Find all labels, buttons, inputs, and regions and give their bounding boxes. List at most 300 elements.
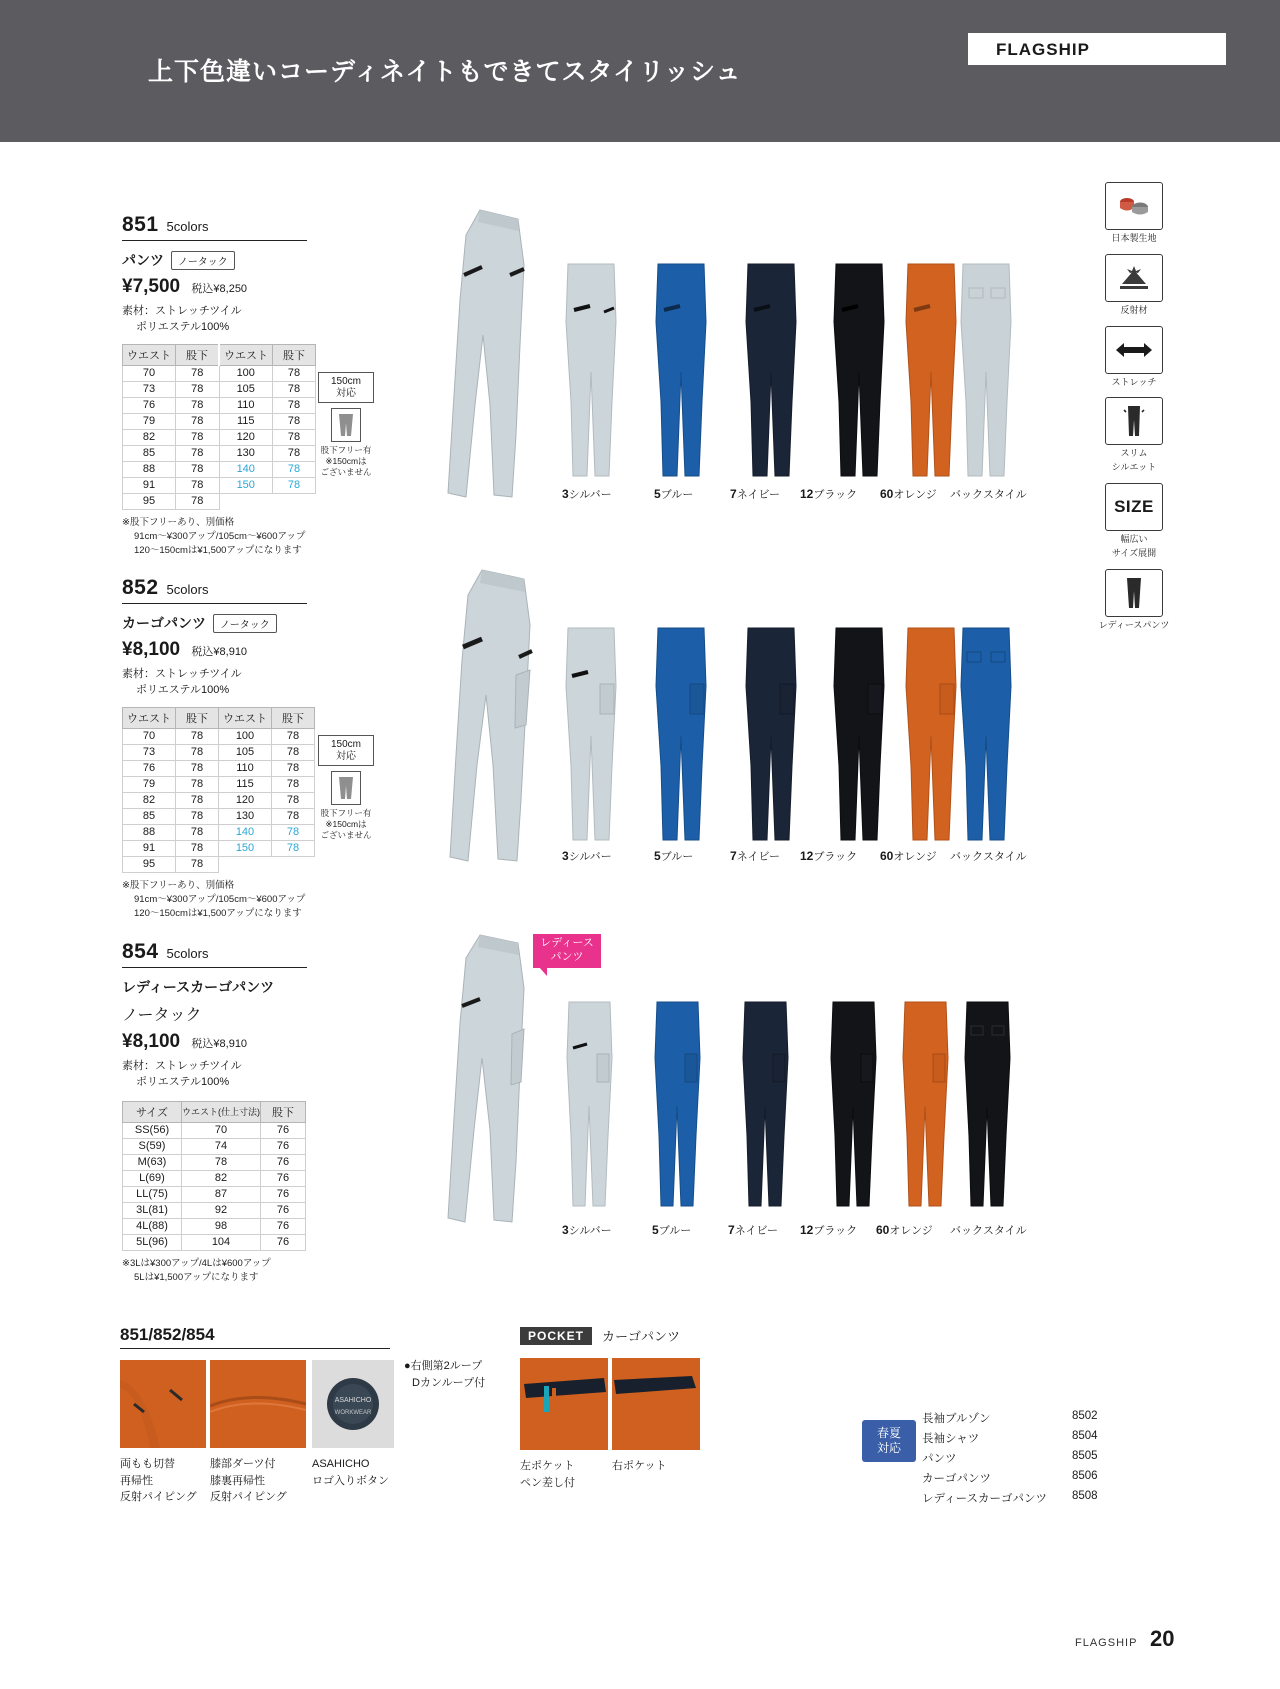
footer-label: FLAGSHIP — [1075, 1637, 1138, 1649]
cell: SS(56) — [123, 1122, 182, 1138]
table-row — [123, 381, 316, 397]
product-852-size-table — [122, 707, 315, 873]
cell: 73 — [123, 381, 176, 397]
detail-photo-1 — [210, 1360, 306, 1448]
cell: LL(75) — [123, 1186, 182, 1202]
cap-name: ブラック — [813, 851, 858, 863]
ladies-pants-icon — [1105, 569, 1163, 617]
product-851-material — [122, 304, 322, 336]
table-row — [123, 1186, 306, 1202]
table-row — [123, 461, 316, 477]
cap-name: ブルー — [660, 489, 694, 501]
product-854-main-photo — [420, 930, 560, 1230]
cap-name: バックスタイル — [950, 1225, 1027, 1237]
caption-852-0 — [562, 848, 612, 864]
product-854-material — [122, 1059, 332, 1091]
cell: 82 — [182, 1170, 261, 1186]
product-852-colors-count: 5colors — [166, 582, 209, 597]
product-852-color-0 — [560, 626, 622, 851]
badge-851-cm — [318, 372, 374, 403]
product-851-colors-count: 5colors — [166, 219, 209, 234]
cell: 87 — [182, 1186, 261, 1202]
cap-num: 5 — [654, 849, 661, 863]
product-852-main-photo — [420, 565, 560, 870]
pants-mini-icon — [331, 408, 361, 442]
cell: 115 — [219, 776, 272, 792]
cell: 95 — [123, 493, 176, 509]
related-name: レディースカーゴパンツ — [922, 1493, 1048, 1505]
spring-badge-line1: 春夏 — [876, 1426, 901, 1440]
cell: 91 — [123, 840, 176, 856]
cell: 76 — [123, 397, 176, 413]
ladies-badge-line1: レディース — [540, 937, 594, 950]
product-854-color-1 — [648, 1000, 706, 1217]
pocket-photo-0 — [520, 1358, 608, 1450]
product-852-color-4 — [900, 626, 962, 851]
product-854-name: レディースカーゴパンツ — [122, 979, 275, 995]
cell: 82 — [123, 429, 176, 445]
product-854-info — [122, 940, 332, 1285]
rail-item-ladies — [1098, 569, 1170, 631]
product-854-color-4 — [896, 1000, 954, 1217]
cell: 78 — [176, 744, 219, 760]
related-row — [922, 1450, 1132, 1466]
cell: 78 — [176, 397, 220, 413]
rail-label-slim-1: スリム — [1120, 448, 1148, 459]
caption-line: 反射パイピング — [210, 1491, 287, 1503]
product-854-price: ¥8,100 — [122, 1031, 181, 1052]
table-row — [123, 1218, 306, 1234]
cell: L(69) — [123, 1170, 182, 1186]
cell: 78 — [176, 429, 220, 445]
cell: 76 — [261, 1170, 306, 1186]
product-852-material — [122, 667, 322, 699]
cell: 78 — [272, 744, 315, 760]
cell: 78 — [176, 445, 220, 461]
cell: 79 — [123, 413, 176, 429]
table-row — [123, 776, 315, 792]
caption-line: ペン差し付 — [520, 1476, 575, 1489]
cap-name: ネイビー — [736, 489, 781, 501]
cell: 78 — [176, 365, 220, 381]
th-851-1: 股下 — [176, 344, 220, 365]
caption-854-2 — [728, 1222, 778, 1238]
cap-num: 60 — [876, 1223, 890, 1237]
cell: 79 — [123, 776, 176, 792]
cell: 70 — [123, 728, 176, 744]
product-852-color-2 — [740, 626, 802, 851]
cell: 78 — [273, 429, 316, 445]
product-852-code-row — [122, 576, 307, 604]
note-line-2: 91cm〜¥300アップ/105cm〜¥600アップ — [134, 531, 306, 543]
product-851-material-line2: ポリエステル100% — [136, 320, 230, 333]
badge-851-line2: 対応 — [336, 387, 356, 399]
cell: 78 — [176, 840, 219, 856]
detail-section-title: 851/852/854 — [120, 1325, 390, 1349]
caption-851-4 — [880, 486, 937, 502]
table-row — [123, 808, 315, 824]
badge-851-cap1: 股下フリー有 — [320, 445, 372, 455]
product-851-free-badge — [318, 372, 374, 478]
related-name: 長袖ブルゾン — [922, 1413, 991, 1425]
cell: 78 — [272, 824, 315, 840]
related-code: 8508 — [1072, 1490, 1098, 1502]
note-line-1: ※股下フリーあり、別価格 — [122, 879, 235, 891]
detail-photo-2 — [312, 1360, 394, 1448]
slim-silhouette-icon — [1105, 397, 1163, 445]
cell: 105 — [219, 381, 273, 397]
rail-label-size-2: サイズ展開 — [1111, 547, 1157, 558]
product-852-notes — [122, 879, 322, 922]
size-icon — [1105, 483, 1163, 531]
cell — [219, 856, 272, 872]
table-row — [123, 792, 315, 808]
fabric-roll-icon — [1105, 182, 1163, 230]
cell: 74 — [182, 1138, 261, 1154]
product-854-name-row — [122, 977, 332, 997]
detail-photo-0 — [120, 1360, 206, 1448]
detail-caption-1 — [210, 1456, 287, 1506]
cell: 130 — [219, 808, 272, 824]
cell: S(59) — [123, 1138, 182, 1154]
cell: 78 — [176, 728, 219, 744]
product-852-info — [122, 576, 322, 922]
product-852-price: ¥8,100 — [122, 639, 181, 660]
reflective-icon — [1105, 254, 1163, 302]
related-code: 8505 — [1072, 1450, 1098, 1462]
caption-852-4 — [880, 848, 937, 864]
rail-item-slim — [1098, 397, 1170, 473]
caption-852-5 — [950, 848, 1027, 864]
th-852-1: 股下 — [176, 707, 219, 728]
product-852-tax: 税込¥8,910 — [191, 646, 248, 658]
product-852-name: カーゴパンツ — [122, 615, 206, 631]
product-851-tag: ノータック — [171, 251, 235, 270]
flagship-tab — [968, 33, 1226, 65]
table-row — [123, 1122, 306, 1138]
cell: 98 — [182, 1218, 261, 1234]
product-851-color-5-back — [955, 262, 1017, 487]
table-row — [123, 477, 316, 493]
note-line-1: ※3Lは¥300アップ/4Lは¥600アップ — [122, 1257, 271, 1269]
cap-num: 7 — [730, 487, 737, 501]
table-row — [123, 1138, 306, 1154]
cap-num: 5 — [652, 1223, 659, 1237]
product-854-color-3 — [824, 1000, 882, 1217]
related-row — [922, 1430, 1132, 1446]
product-854-tag-row — [122, 1002, 332, 1025]
cell: 78 — [182, 1154, 261, 1170]
cell: 130 — [219, 445, 273, 461]
related-name: パンツ — [922, 1453, 957, 1465]
product-851-price: ¥7,500 — [122, 276, 181, 297]
note-line-2: 5Lは¥1,500アップになります — [134, 1272, 259, 1284]
pants-mini-icon — [331, 771, 361, 805]
table-row — [123, 744, 315, 760]
product-851-size-table — [122, 344, 316, 510]
cell: 85 — [123, 445, 176, 461]
product-852-material-line2: ポリエステル100% — [136, 683, 230, 696]
product-854-code-row — [122, 940, 307, 968]
caption-line: ASAHICHO — [312, 1458, 370, 1470]
cap-num: 3 — [562, 849, 569, 863]
product-851-color-3 — [828, 262, 890, 487]
product-851-code: 851 — [122, 213, 159, 236]
cell: 73 — [123, 744, 176, 760]
related-items-table — [922, 1410, 1132, 1510]
caption-852-1 — [654, 848, 693, 864]
badge-852-cap3: ございません — [320, 830, 372, 841]
caption-line: 左ポケット — [520, 1460, 575, 1472]
cell: 78 — [273, 397, 316, 413]
cell: 78 — [272, 760, 315, 776]
cell: 76 — [261, 1186, 306, 1202]
cell: 150 — [219, 477, 273, 493]
product-851-main-photo — [420, 205, 550, 505]
product-851-color-2 — [740, 262, 802, 487]
product-852-code: 852 — [122, 576, 159, 599]
svg-text:WORKWEAR: WORKWEAR — [334, 1410, 372, 1416]
cap-name: ネイビー — [734, 1225, 779, 1237]
th-852-0: ウエスト — [123, 707, 176, 728]
table-row — [123, 824, 315, 840]
cap-num: 12 — [800, 1223, 814, 1237]
cell: 76 — [261, 1138, 306, 1154]
cell: 78 — [176, 461, 220, 477]
cell: 76 — [261, 1122, 306, 1138]
cell: 88 — [123, 461, 176, 477]
product-854-color-0 — [560, 1000, 618, 1217]
cap-num: 7 — [730, 849, 737, 863]
cell — [272, 856, 315, 872]
th-851-3: 股下 — [273, 344, 316, 365]
related-row — [922, 1470, 1132, 1486]
caption-854-1 — [652, 1222, 691, 1238]
cell: 70 — [123, 365, 176, 381]
detail-caption-2 — [312, 1456, 389, 1489]
table-row — [123, 413, 316, 429]
caption-854-3 — [800, 1222, 857, 1238]
th-852-2: ウエスト — [219, 707, 272, 728]
cell: 78 — [176, 760, 219, 776]
product-854-material-line2: ポリエステル100% — [136, 1075, 230, 1088]
cell: 78 — [272, 776, 315, 792]
caption-851-5 — [950, 486, 1027, 502]
cell: 110 — [219, 760, 272, 776]
cell: 105 — [219, 744, 272, 760]
rail-label-size-1: 幅広い — [1120, 533, 1148, 544]
cap-name: オレンジ — [893, 489, 937, 501]
cell: 78 — [272, 840, 315, 856]
product-851-info — [122, 213, 322, 559]
badge-852-line2: 対応 — [336, 750, 356, 762]
product-852-material-line1: 素材：ストレッチツイル — [122, 668, 242, 680]
product-854-tax: 税込¥8,910 — [191, 1038, 248, 1050]
product-851-price-row — [122, 276, 322, 298]
related-row — [922, 1490, 1132, 1506]
cell: M(63) — [123, 1154, 182, 1170]
table-row — [123, 840, 315, 856]
cell: 100 — [219, 365, 273, 381]
table-row — [123, 445, 316, 461]
th-854-1: ウエスト(仕上寸法) — [182, 1101, 261, 1122]
product-852-color-3 — [828, 626, 890, 851]
cell: 78 — [176, 381, 220, 397]
th-852-3: 股下 — [272, 707, 315, 728]
related-name: カーゴパンツ — [922, 1473, 991, 1485]
product-852-name-row — [122, 613, 322, 633]
related-code: 8506 — [1072, 1470, 1098, 1482]
rail-label-fabric: 日本製生地 — [1111, 233, 1157, 243]
table-row — [123, 1154, 306, 1170]
product-851-name: パンツ — [122, 252, 164, 268]
related-code: 8504 — [1072, 1430, 1098, 1442]
note-line-2: 91cm〜¥300アップ/105cm〜¥600アップ — [134, 894, 306, 906]
caption-line: 右ポケット — [612, 1460, 667, 1472]
cell: 95 — [123, 856, 176, 872]
product-854-material-line1: 素材：ストレッチツイル — [122, 1060, 242, 1072]
cell: 78 — [273, 413, 316, 429]
table-row — [123, 856, 315, 872]
note-line: Dカンループ付 — [412, 1376, 486, 1389]
caption-line: 反射パイピング — [120, 1491, 197, 1503]
cell: 5L(96) — [123, 1234, 182, 1250]
pocket-section-header — [520, 1326, 710, 1345]
cell: 78 — [176, 808, 219, 824]
badge-852-cm — [318, 735, 374, 766]
cap-name: オレンジ — [893, 851, 937, 863]
badge-852-cap1: 股下フリー有 — [320, 808, 372, 818]
cap-num: 60 — [880, 487, 894, 501]
cell: 78 — [176, 413, 220, 429]
cap-name: バックスタイル — [950, 489, 1027, 501]
cell: 115 — [219, 413, 273, 429]
page-number: 20 — [1150, 1626, 1175, 1651]
cell: 76 — [261, 1202, 306, 1218]
cell: 140 — [219, 461, 273, 477]
table-row — [123, 1234, 306, 1250]
badge-852-line1: 150cm — [330, 739, 361, 750]
cell: 78 — [176, 792, 219, 808]
product-852-tag: ノータック — [213, 614, 277, 633]
pocket-title: カーゴパンツ — [602, 1329, 681, 1344]
product-854-colors-count: 5colors — [166, 946, 209, 961]
related-code: 8502 — [1072, 1410, 1098, 1422]
product-854-tag: ノータック — [122, 1007, 202, 1024]
spring-badge-line2: 対応 — [876, 1441, 901, 1455]
caption-line: 再帰性 — [120, 1474, 153, 1487]
cap-name: ブルー — [660, 851, 694, 863]
badge-851-cap2: ※150cmは — [325, 456, 367, 467]
table-row — [123, 1202, 306, 1218]
cell: 120 — [219, 792, 272, 808]
product-851-color-0 — [560, 262, 622, 487]
cell: 78 — [273, 477, 316, 493]
cell — [273, 493, 316, 509]
note-line-1: ※股下フリーあり、別価格 — [122, 516, 235, 528]
caption-851-3 — [800, 486, 857, 502]
spring-summer-badge — [862, 1420, 916, 1462]
caption-851-0 — [562, 486, 612, 502]
table-row — [123, 429, 316, 445]
product-851-tax: 税込¥8,250 — [191, 283, 248, 295]
caption-line: ロゴ入りボタン — [312, 1474, 389, 1487]
cell: 4L(88) — [123, 1218, 182, 1234]
detail-section-title-wrap — [120, 1325, 390, 1349]
svg-text:ASAHICHO: ASAHICHO — [334, 1397, 372, 1404]
table-row — [123, 397, 316, 413]
product-854-color-5-back — [958, 1000, 1016, 1217]
cell: 76 — [261, 1154, 306, 1170]
product-851-color-4 — [900, 262, 962, 487]
rail-item-stretch — [1098, 326, 1170, 388]
cell: 78 — [273, 461, 316, 477]
product-851-notes — [122, 516, 322, 559]
cap-num: 12 — [800, 849, 814, 863]
cap-name: シルバー — [568, 1225, 612, 1237]
cap-num: 3 — [562, 1223, 569, 1237]
th-854-0: サイズ — [123, 1101, 182, 1122]
related-name: 長袖シャツ — [922, 1433, 980, 1445]
product-852-color-1 — [650, 626, 712, 851]
cap-num: 5 — [654, 487, 661, 501]
th-854-2: 股下 — [261, 1101, 306, 1122]
cell: 150 — [219, 840, 272, 856]
th-851-0: ウエスト — [123, 344, 176, 365]
th-851-2: ウエスト — [219, 344, 273, 365]
d-ring-loop-note — [404, 1358, 485, 1391]
table-row — [123, 493, 316, 509]
caption-854-0 — [562, 1222, 612, 1238]
product-852-free-badge — [318, 735, 374, 841]
cell: 78 — [273, 381, 316, 397]
caption-852-3 — [800, 848, 857, 864]
cell: 110 — [219, 397, 273, 413]
table-row — [123, 728, 315, 744]
note-line-3: 120〜150cmは¥1,500アップになります — [134, 545, 302, 557]
cell: 92 — [182, 1202, 261, 1218]
cap-name: ブルー — [658, 1225, 692, 1237]
product-854-price-row — [122, 1031, 332, 1053]
cap-num: 60 — [880, 849, 894, 863]
rail-item-size — [1098, 483, 1170, 559]
stretch-arrow-icon — [1105, 326, 1163, 374]
flagship-tab-label: FLAGSHIP — [996, 40, 1090, 59]
cell: 91 — [123, 477, 176, 493]
rail-label-slim-2: シルエット — [1111, 462, 1157, 473]
cell: 76 — [261, 1218, 306, 1234]
table-row — [123, 760, 315, 776]
pocket-caption-1 — [612, 1458, 666, 1475]
cap-name: シルバー — [568, 489, 612, 501]
product-854-code: 854 — [122, 940, 159, 963]
note-line-3: 120〜150cmは¥1,500アップになります — [134, 908, 302, 920]
cell: 78 — [272, 808, 315, 824]
cap-name: ブラック — [813, 489, 858, 501]
caption-line: 膝裏再帰性 — [210, 1474, 265, 1487]
rail-label-ladies: レディースパンツ — [1098, 619, 1170, 630]
rail-item-fabric — [1098, 182, 1170, 244]
cap-name: オレンジ — [889, 1225, 933, 1237]
caption-852-2 — [730, 848, 780, 864]
cell: 120 — [219, 429, 273, 445]
cell: 3L(81) — [123, 1202, 182, 1218]
cell — [219, 493, 273, 509]
pocket-photo-1 — [612, 1358, 700, 1450]
product-854-size-table — [122, 1101, 306, 1251]
cell: 78 — [272, 728, 315, 744]
cell: 78 — [273, 445, 316, 461]
